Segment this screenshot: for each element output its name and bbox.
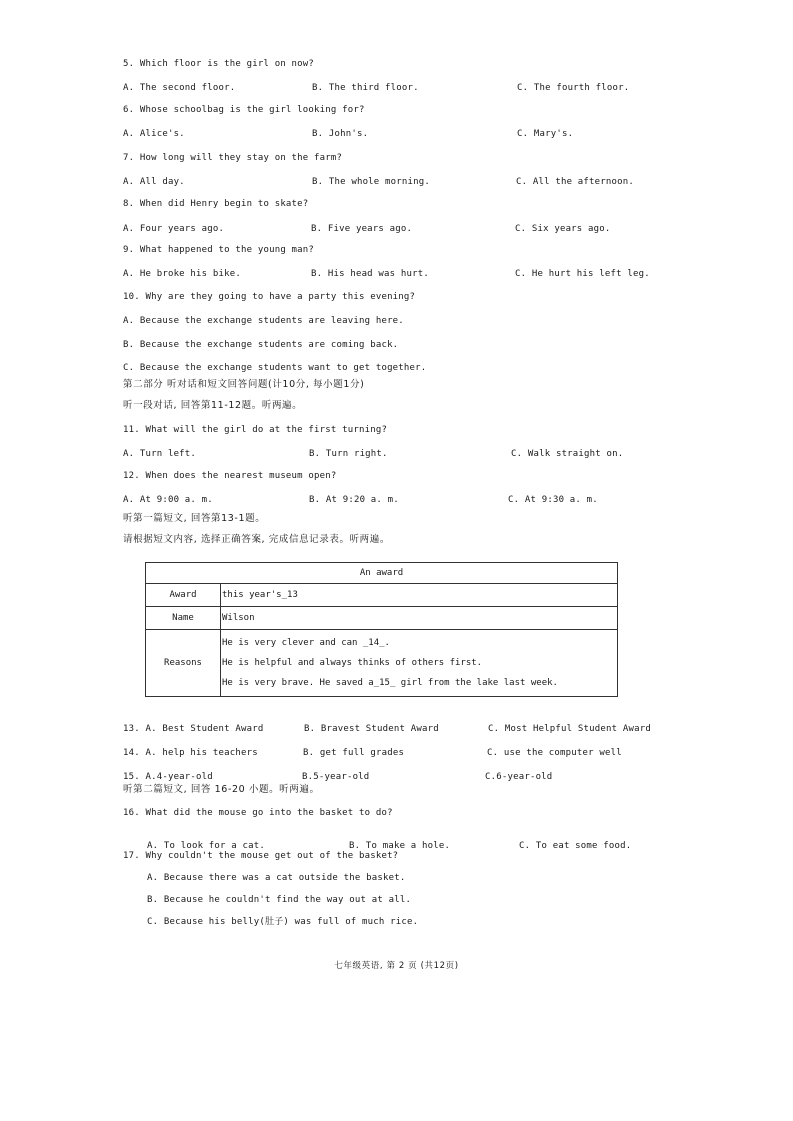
question-6-stem: 6. Whose schoolbag is the girl looking for? <box>123 105 365 115</box>
page-footer: 七年级英语, 第 2 页 (共12页) <box>334 961 459 971</box>
reason-line: He is helpful and always thinks of others first. <box>222 658 483 668</box>
question-8-stem: 8. When did Henry begin to skate? <box>123 199 309 209</box>
question-17-stem: 17. Why couldn't the mouse get out of the basket? <box>123 851 399 861</box>
question-14-option-b: B. get full grades <box>303 748 405 758</box>
passage-1-task: 请根据短文内容, 选择正确答案, 完成信息记录表。听两遍。 <box>123 534 390 545</box>
name-value: Wilson <box>221 607 618 630</box>
award-value: this year's_13 <box>221 584 618 607</box>
question-11-option-a: A. Turn left. <box>123 449 197 459</box>
question-5-option-a: A. The second floor. <box>123 83 236 93</box>
question-8-option-b: B. Five years ago. <box>311 224 413 234</box>
passage-2-instruction: 听第二篇短文, 回答 16-20 小题。听两遍。 <box>123 784 320 795</box>
question-15-option-b: B.5-year-old <box>302 772 370 782</box>
question-8-option-c: C. Six years ago. <box>515 224 611 234</box>
question-13-option-a: 13. A. Best Student Award <box>123 724 264 734</box>
question-5-option-c: C. The fourth floor. <box>517 83 630 93</box>
question-9-stem: 9. What happened to the young man? <box>123 245 315 255</box>
part-2-instruction: 听一段对话, 回答第11-12题。听两遍。 <box>123 400 303 411</box>
reasons-label: Reasons <box>146 630 221 697</box>
question-10-option-c: C. Because the exchange students want to get together. <box>123 363 427 373</box>
question-15-option-c: C.6-year-old <box>485 772 553 782</box>
reason-line: He is very clever and can _14_. <box>222 638 390 648</box>
question-12-stem: 12. When does the nearest museum open? <box>123 471 337 481</box>
name-label: Name <box>146 607 221 630</box>
question-9-option-c: C. He hurt his left leg. <box>515 269 650 279</box>
question-16-option-c: C. To eat some food. <box>519 841 632 851</box>
question-17-option-a: A. Because there was a cat outside the basket. <box>147 873 406 883</box>
question-11-stem: 11. What will the girl do at the first turning? <box>123 425 388 435</box>
question-8-option-a: A. Four years ago. <box>123 224 225 234</box>
award-info-table <box>145 562 618 697</box>
question-7-option-a: A. All day. <box>123 177 185 187</box>
question-9-option-a: A. He broke his bike. <box>123 269 241 279</box>
question-11-option-c: C. Walk straight on. <box>511 449 624 459</box>
question-6-option-c: C. Mary's. <box>517 129 574 139</box>
question-10-option-a: A. Because the exchange students are leaving here. <box>123 316 404 326</box>
question-6-option-a: A. Alice's. <box>123 129 185 139</box>
question-5-stem: 5. Which floor is the girl on now? <box>123 59 315 69</box>
question-7-option-b: B. The whole morning. <box>312 177 430 187</box>
question-6-option-b: B. John's. <box>312 129 369 139</box>
question-13-option-c: C. Most Helpful Student Award <box>488 724 651 734</box>
question-7-option-c: C. All the afternoon. <box>516 177 634 187</box>
question-7-stem: 7. How long will they stay on the farm? <box>123 153 343 163</box>
question-12-option-c: C. At 9:30 a. m. <box>508 495 598 505</box>
question-14-option-c: C. use the computer well <box>487 748 622 758</box>
passage-1-instruction: 听第一篇短文, 回答第13-1题。 <box>123 513 266 524</box>
question-13-option-b: B. Bravest Student Award <box>304 724 439 734</box>
question-17-option-b: B. Because he couldn't find the way out at all. <box>147 895 412 905</box>
question-9-option-b: B. His head was hurt. <box>311 269 429 279</box>
question-15-option-a: 15. A.4-year-old <box>123 772 213 782</box>
reasons-cell <box>221 630 618 697</box>
question-5-option-b: B. The third floor. <box>312 83 419 93</box>
question-10-stem: 10. Why are they going to have a party this evening? <box>123 292 416 302</box>
award-label: Award <box>146 584 221 607</box>
question-16-option-b: B. To make a hole. <box>349 841 451 851</box>
question-11-option-b: B. Turn right. <box>309 449 388 459</box>
reason-line: He is very brave. He saved a_15_ girl from the lake last week. <box>222 678 558 688</box>
question-16-stem: 16. What did the mouse go into the basket to do? <box>123 808 393 818</box>
question-12-option-b: B. At 9:20 a. m. <box>309 495 399 505</box>
question-14-option-a: 14. A. help his teachers <box>123 748 258 758</box>
question-12-option-a: A. At 9:00 a. m. <box>123 495 213 505</box>
question-16-option-a: A. To look for a cat. <box>147 841 265 851</box>
part-2-title: 第二部分 听对话和短文回答问题(计10分, 每小题1分) <box>123 379 365 390</box>
question-17-option-c: C. Because his belly(肚子) was full of much rice. <box>147 917 419 927</box>
question-10-option-b: B. Because the exchange students are coming back. <box>123 340 399 350</box>
table-header: An award <box>146 563 618 584</box>
